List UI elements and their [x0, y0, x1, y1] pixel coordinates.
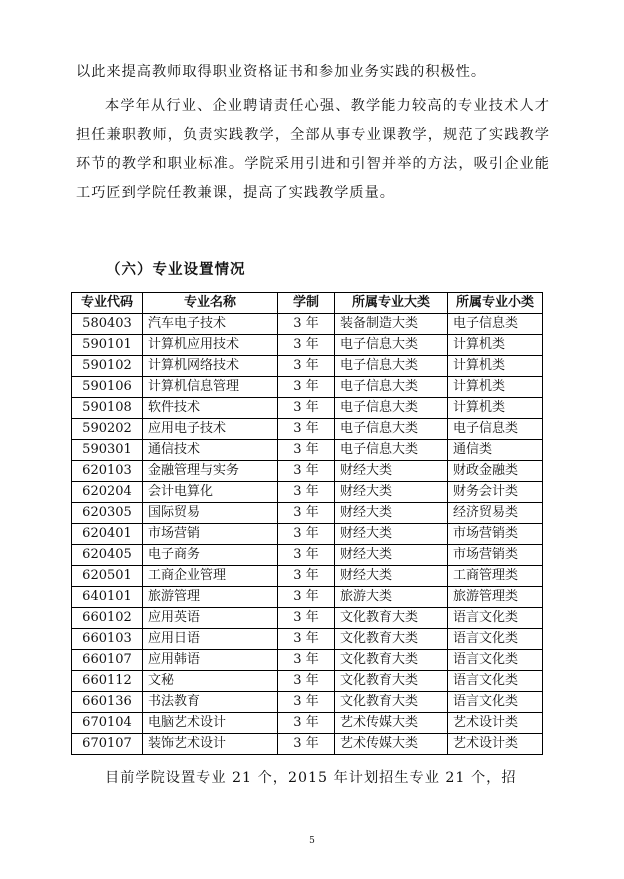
cell-category: 文化教育大类 [335, 692, 448, 713]
cell-code: 660102 [72, 608, 143, 629]
table-row [72, 692, 543, 713]
cell-name: 电子商务 [143, 545, 278, 566]
cell-duration: 3 年 [278, 587, 335, 608]
paragraph-part-time-teachers: 本学年从行业、企业聘请责任心强、教学能力较高的专业技术人才担任兼职教师，负责实践教学，全部从事专业课教学，规范了实践教学环节的教学和职业标准。学院采用引进和引智并举的方法，吸引企业能工巧匠到学院任教兼课，提高了实践教学质量。 [76, 98, 550, 201]
table-row [72, 314, 543, 335]
cell-subcategory: 计算机类 [448, 335, 543, 356]
table-row [72, 545, 543, 566]
cell-category: 旅游大类 [335, 587, 448, 608]
cell-duration: 3 年 [278, 503, 335, 524]
cell-name: 装饰艺术设计 [143, 734, 278, 755]
cell-name: 应用韩语 [143, 650, 278, 671]
cell-name: 文秘 [143, 671, 278, 692]
cell-name: 电脑艺术设计 [143, 713, 278, 734]
table-row [72, 629, 543, 650]
cell-category: 财经大类 [335, 545, 448, 566]
cell-name: 工商企业管理 [143, 566, 278, 587]
cell-category: 艺术传媒大类 [335, 713, 448, 734]
page-number: 5 [309, 836, 315, 846]
cell-category: 电子信息大类 [335, 356, 448, 377]
cell-subcategory: 艺术设计类 [448, 734, 543, 755]
cell-code: 660136 [72, 692, 143, 713]
cell-category: 电子信息大类 [335, 419, 448, 440]
cell-category: 艺术传媒大类 [335, 734, 448, 755]
cell-code: 660112 [72, 671, 143, 692]
cell-duration: 3 年 [278, 650, 335, 671]
cell-duration: 3 年 [278, 377, 335, 398]
paragraph-summary: 目前学院设置专业 21 个，2015 年计划招生专业 21 个，招 [105, 770, 517, 786]
cell-subcategory: 语言文化类 [448, 629, 543, 650]
cell-name: 汽车电子技术 [143, 314, 278, 335]
cell-duration: 3 年 [278, 713, 335, 734]
cell-category: 财经大类 [335, 524, 448, 545]
cell-category: 电子信息大类 [335, 440, 448, 461]
table-row [72, 587, 543, 608]
cell-duration: 3 年 [278, 545, 335, 566]
header-subcategory: 所属专业小类 [448, 293, 543, 314]
cell-code: 590301 [72, 440, 143, 461]
header-duration: 学制 [278, 293, 335, 314]
header-category: 所属专业大类 [335, 293, 448, 314]
cell-code: 620103 [72, 461, 143, 482]
cell-name: 应用电子技术 [143, 419, 278, 440]
cell-subcategory: 工商管理类 [448, 566, 543, 587]
paragraph-intro: 以此来提高教师取得职业资格证书和参加业务实践的积极性。 [76, 64, 487, 80]
cell-category: 财经大类 [335, 482, 448, 503]
cell-duration: 3 年 [278, 335, 335, 356]
cell-duration: 3 年 [278, 356, 335, 377]
cell-subcategory: 财务会计类 [448, 482, 543, 503]
cell-subcategory: 计算机类 [448, 356, 543, 377]
majors-table [71, 292, 543, 755]
table-row [72, 440, 543, 461]
cell-duration: 3 年 [278, 734, 335, 755]
cell-category: 文化教育大类 [335, 671, 448, 692]
cell-name: 计算机网络技术 [143, 356, 278, 377]
cell-name: 市场营销 [143, 524, 278, 545]
cell-code: 670107 [72, 734, 143, 755]
table-row [72, 713, 543, 734]
table-row [72, 566, 543, 587]
cell-category: 文化教育大类 [335, 608, 448, 629]
cell-code: 620401 [72, 524, 143, 545]
cell-subcategory: 语言文化类 [448, 608, 543, 629]
cell-subcategory: 计算机类 [448, 398, 543, 419]
cell-duration: 3 年 [278, 671, 335, 692]
cell-category: 电子信息大类 [335, 377, 448, 398]
cell-category: 文化教育大类 [335, 629, 448, 650]
cell-subcategory: 语言文化类 [448, 692, 543, 713]
cell-name: 应用英语 [143, 608, 278, 629]
table-row [72, 398, 543, 419]
cell-code: 620405 [72, 545, 143, 566]
cell-subcategory: 语言文化类 [448, 671, 543, 692]
cell-name: 计算机信息管理 [143, 377, 278, 398]
cell-category: 财经大类 [335, 461, 448, 482]
cell-category: 文化教育大类 [335, 650, 448, 671]
cell-duration: 3 年 [278, 419, 335, 440]
cell-name: 会计电算化 [143, 482, 278, 503]
table-row [72, 671, 543, 692]
cell-duration: 3 年 [278, 692, 335, 713]
table-row [72, 335, 543, 356]
cell-category: 电子信息大类 [335, 335, 448, 356]
cell-code: 590102 [72, 356, 143, 377]
cell-subcategory: 财政金融类 [448, 461, 543, 482]
cell-duration: 3 年 [278, 398, 335, 419]
cell-name: 国际贸易 [143, 503, 278, 524]
cell-code: 620204 [72, 482, 143, 503]
cell-subcategory: 电子信息类 [448, 314, 543, 335]
cell-duration: 3 年 [278, 461, 335, 482]
cell-code: 590202 [72, 419, 143, 440]
cell-subcategory: 语言文化类 [448, 650, 543, 671]
cell-subcategory: 电子信息类 [448, 419, 543, 440]
cell-subcategory: 市场营销类 [448, 545, 543, 566]
table-row [72, 377, 543, 398]
cell-subcategory: 通信类 [448, 440, 543, 461]
cell-code: 660107 [72, 650, 143, 671]
cell-name: 软件技术 [143, 398, 278, 419]
cell-duration: 3 年 [278, 608, 335, 629]
cell-code: 620305 [72, 503, 143, 524]
cell-name: 书法教育 [143, 692, 278, 713]
table-row [72, 482, 543, 503]
header-code: 专业代码 [72, 293, 143, 314]
cell-subcategory: 市场营销类 [448, 524, 543, 545]
table-row [72, 608, 543, 629]
cell-code: 670104 [72, 713, 143, 734]
cell-duration: 3 年 [278, 629, 335, 650]
cell-duration: 3 年 [278, 314, 335, 335]
cell-code: 580403 [72, 314, 143, 335]
cell-category: 电子信息大类 [335, 398, 448, 419]
cell-category: 财经大类 [335, 503, 448, 524]
cell-code: 590101 [72, 335, 143, 356]
cell-duration: 3 年 [278, 566, 335, 587]
cell-duration: 3 年 [278, 440, 335, 461]
cell-name: 计算机应用技术 [143, 335, 278, 356]
table-header-row [72, 293, 543, 314]
cell-subcategory: 计算机类 [448, 377, 543, 398]
table-row [72, 461, 543, 482]
table-row [72, 503, 543, 524]
cell-code: 640101 [72, 587, 143, 608]
table-row [72, 734, 543, 755]
table-row [72, 356, 543, 377]
cell-code: 590106 [72, 377, 143, 398]
header-name: 专业名称 [143, 293, 278, 314]
cell-category: 装备制造大类 [335, 314, 448, 335]
cell-subcategory: 经济贸易类 [448, 503, 543, 524]
cell-code: 620501 [72, 566, 143, 587]
cell-subcategory: 旅游管理类 [448, 587, 543, 608]
cell-name: 应用日语 [143, 629, 278, 650]
cell-name: 通信技术 [143, 440, 278, 461]
cell-code: 660103 [72, 629, 143, 650]
cell-duration: 3 年 [278, 524, 335, 545]
cell-code: 590108 [72, 398, 143, 419]
cell-name: 旅游管理 [143, 587, 278, 608]
cell-category: 财经大类 [335, 566, 448, 587]
table-row [72, 419, 543, 440]
cell-name: 金融管理与实务 [143, 461, 278, 482]
cell-subcategory: 艺术设计类 [448, 713, 543, 734]
table-row [72, 524, 543, 545]
section-heading: （六）专业设置情况 [106, 261, 246, 278]
table-row [72, 650, 543, 671]
cell-duration: 3 年 [278, 482, 335, 503]
